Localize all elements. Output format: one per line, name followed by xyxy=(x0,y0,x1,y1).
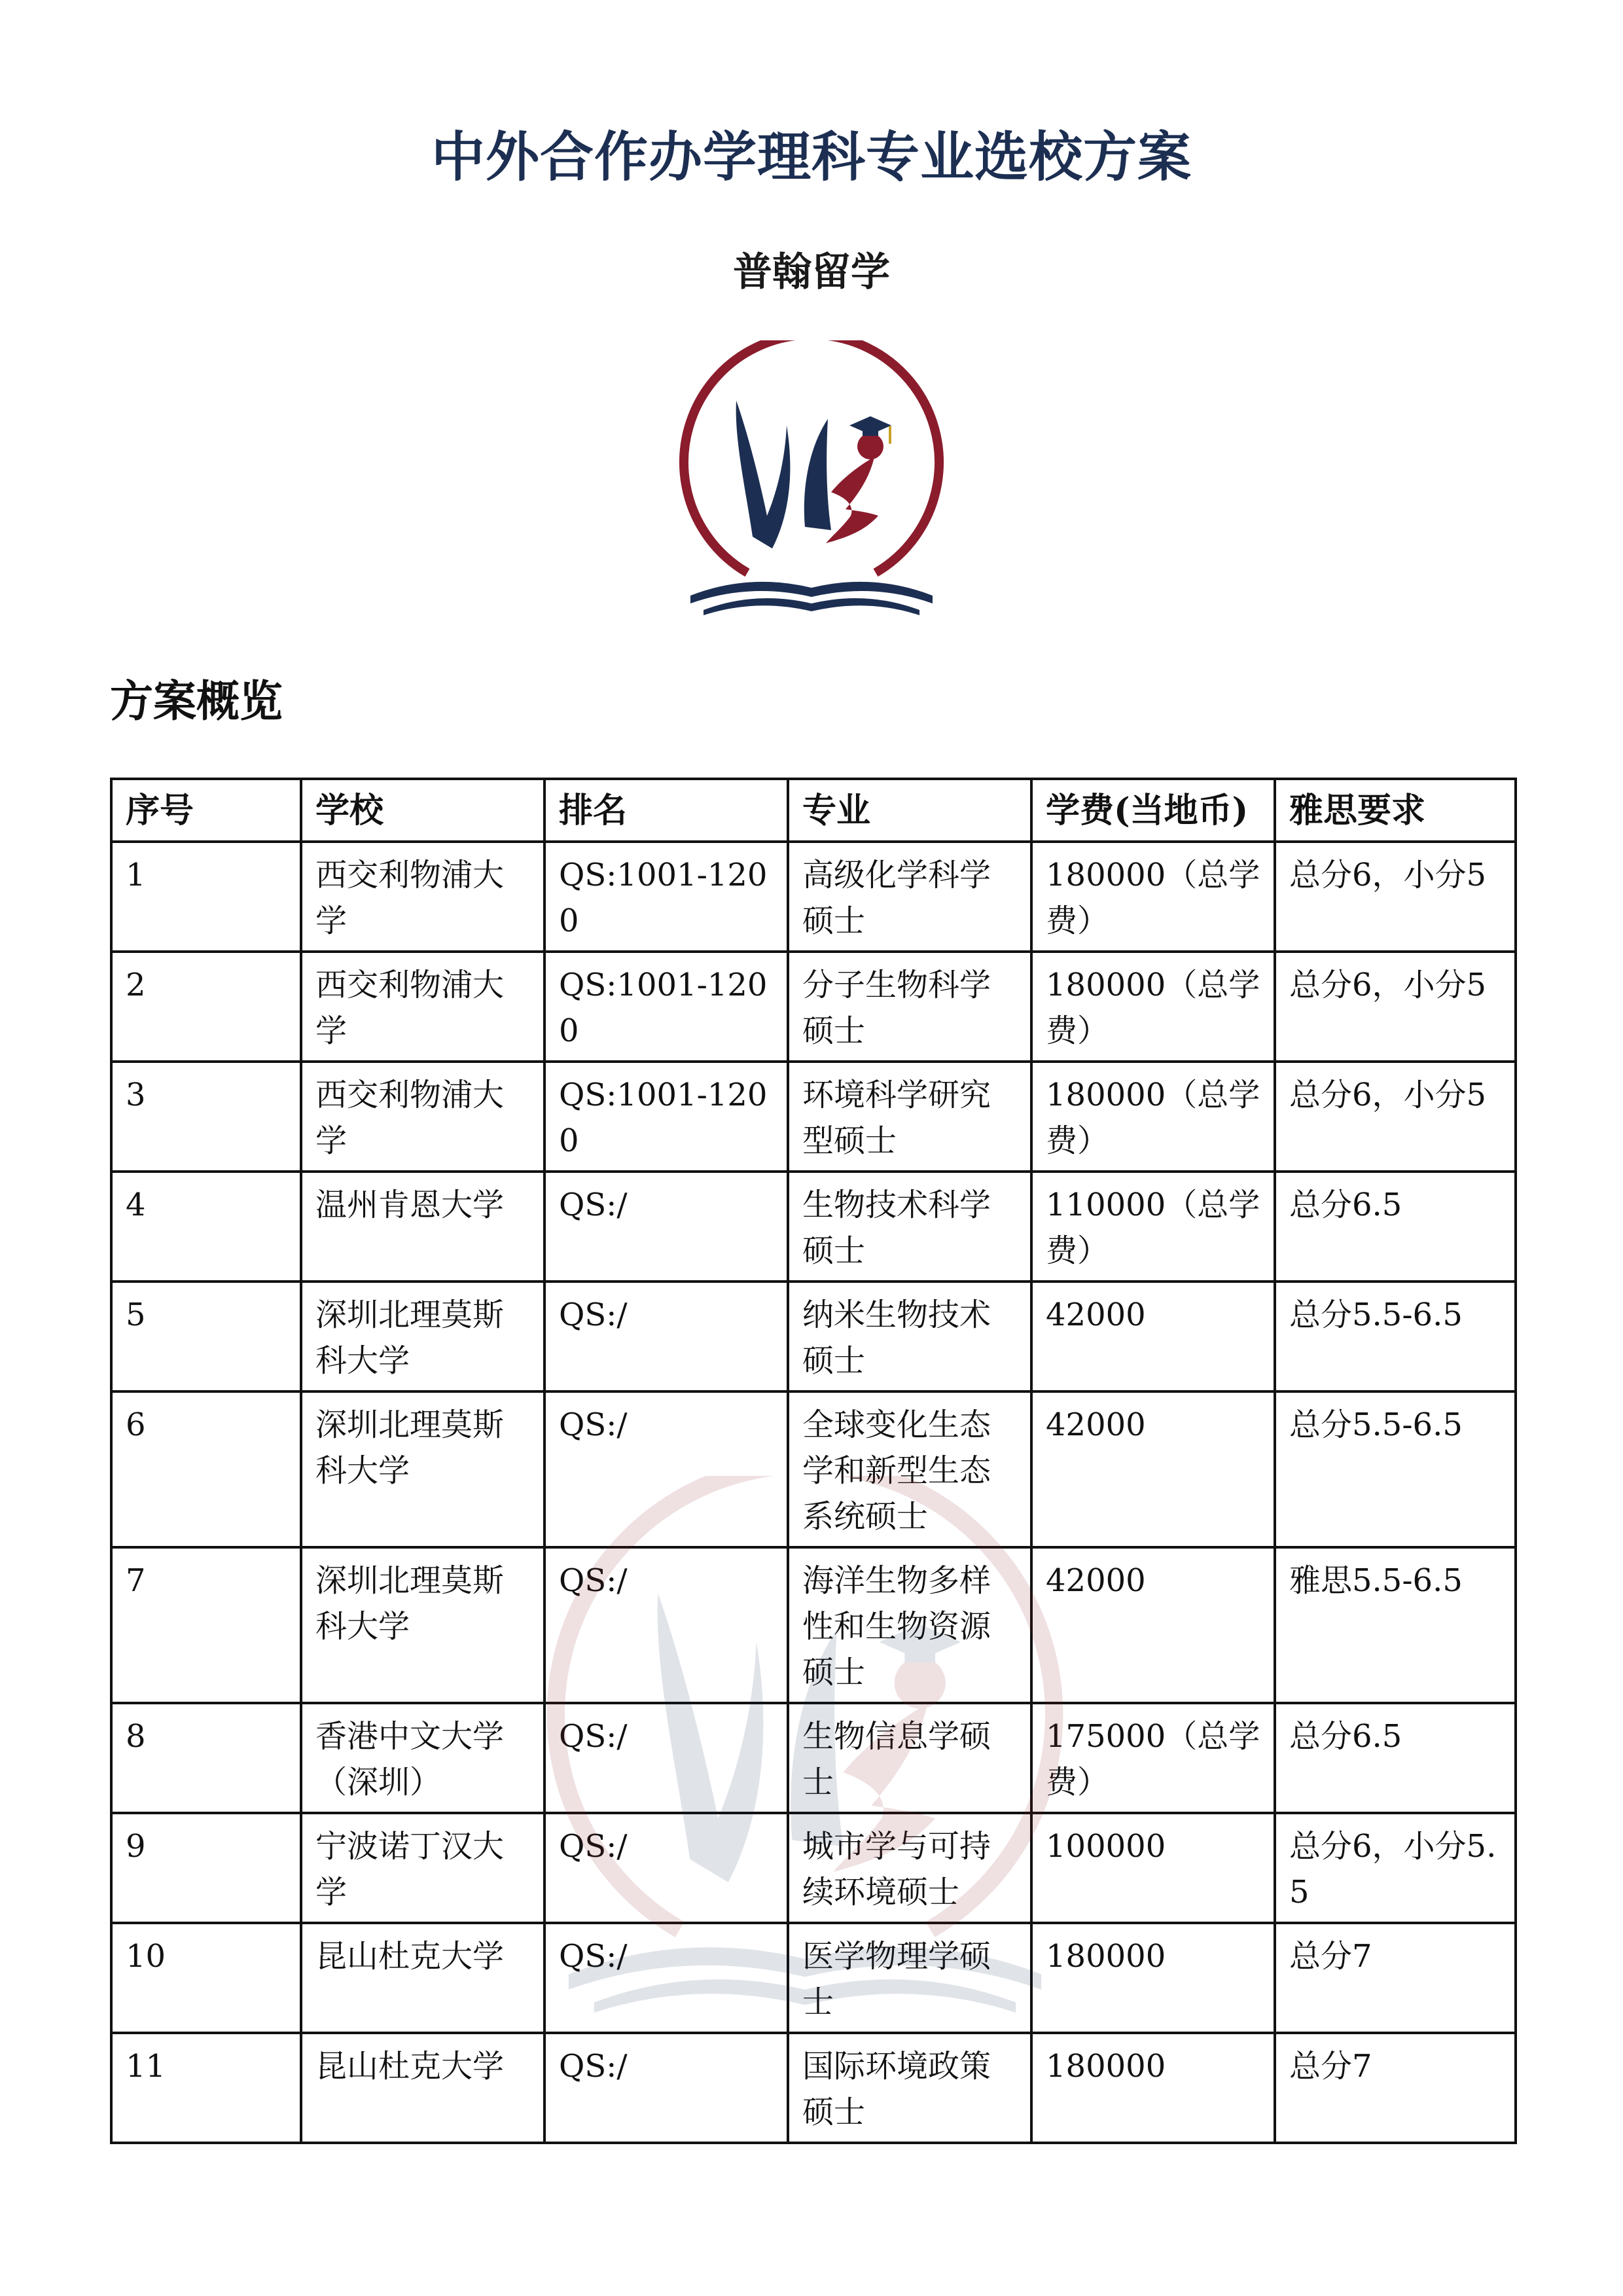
cell-tuition: 42000 xyxy=(1031,1282,1275,1391)
cell-school: 深圳北理莫斯科大学 xyxy=(301,1547,544,1703)
cell-no: 4 xyxy=(111,1172,301,1282)
cell-school: 昆山杜克大学 xyxy=(301,1923,544,2033)
table-row xyxy=(111,2033,1516,2143)
cell-tuition: 180000（总学费） xyxy=(1031,842,1275,952)
cell-tuition: 180000（总学费） xyxy=(1031,952,1275,1062)
cell-rank: QS:/ xyxy=(544,1547,788,1703)
cell-school: 昆山杜克大学 xyxy=(301,2033,544,2143)
cell-ielts: 总分6.5 xyxy=(1275,1703,1516,1813)
table-row xyxy=(111,952,1516,1062)
cell-rank: QS:1001-1200 xyxy=(544,952,788,1062)
table-row xyxy=(111,842,1516,952)
cell-rank: QS:1001-1200 xyxy=(544,842,788,952)
header-rank: 排名 xyxy=(544,779,788,842)
cell-rank: QS:1001-1200 xyxy=(544,1062,788,1172)
table-row xyxy=(111,1172,1516,1282)
cell-major: 生物信息学硕士 xyxy=(788,1703,1031,1813)
cell-school: 西交利物浦大学 xyxy=(301,842,544,952)
cell-ielts: 总分5.5-6.5 xyxy=(1275,1282,1516,1391)
cell-tuition: 42000 xyxy=(1031,1547,1275,1703)
cell-rank: QS:/ xyxy=(544,1172,788,1282)
cell-tuition: 110000（总学费） xyxy=(1031,1172,1275,1282)
section-heading-overview: 方案概览 xyxy=(110,675,283,726)
document-title: 中外合作办学理科专业选校方案 xyxy=(431,126,1192,188)
cell-no: 11 xyxy=(111,2033,301,2143)
cell-no: 9 xyxy=(111,1813,301,1923)
table-row xyxy=(111,1062,1516,1172)
cell-major: 国际环境政策硕士 xyxy=(788,2033,1031,2143)
cell-tuition: 180000（总学费） xyxy=(1031,1062,1275,1172)
cell-no: 1 xyxy=(111,842,301,952)
cell-major: 医学物理学硕士 xyxy=(788,1923,1031,2033)
cell-tuition: 175000（总学费） xyxy=(1031,1703,1275,1813)
cell-rank: QS:/ xyxy=(544,1923,788,2033)
cell-ielts: 总分6，小分5 xyxy=(1275,842,1516,952)
cell-school: 宁波诺丁汉大学 xyxy=(301,1813,544,1923)
table-row xyxy=(111,1282,1516,1391)
document-subtitle: 普翰留学 xyxy=(733,249,890,295)
cell-no: 7 xyxy=(111,1547,301,1703)
cell-major: 纳米生物技术硕士 xyxy=(788,1282,1031,1391)
cell-ielts: 雅思5.5-6.5 xyxy=(1275,1547,1516,1703)
cell-tuition: 42000 xyxy=(1031,1391,1275,1547)
cell-no: 5 xyxy=(111,1282,301,1391)
cell-tuition: 100000 xyxy=(1031,1813,1275,1923)
cell-rank: QS:/ xyxy=(544,1391,788,1547)
cell-school: 深圳北理莫斯科大学 xyxy=(301,1391,544,1547)
cell-no: 10 xyxy=(111,1923,301,2033)
cell-tuition: 180000 xyxy=(1031,2033,1275,2143)
cell-school: 西交利物浦大学 xyxy=(301,1062,544,1172)
cell-school: 深圳北理莫斯科大学 xyxy=(301,1282,544,1391)
cell-major: 海洋生物多样性和生物资源硕士 xyxy=(788,1547,1031,1703)
cell-school: 香港中文大学（深圳） xyxy=(301,1703,544,1813)
cell-no: 6 xyxy=(111,1391,301,1547)
header-no: 序号 xyxy=(111,779,301,842)
cell-major: 城市学与可持续环境硕士 xyxy=(788,1813,1031,1923)
table-row xyxy=(111,1703,1516,1813)
cell-major: 生物技术科学硕士 xyxy=(788,1172,1031,1282)
graduation-book-logo-icon xyxy=(674,340,949,615)
cell-ielts: 总分6，小分5.5 xyxy=(1275,1813,1516,1923)
table-row xyxy=(111,1391,1516,1547)
cell-no: 2 xyxy=(111,952,301,1062)
cell-rank: QS:/ xyxy=(544,1282,788,1391)
cell-school: 温州肯恩大学 xyxy=(301,1172,544,1282)
table-row xyxy=(111,1923,1516,2033)
header-ielts: 雅思要求 xyxy=(1275,779,1516,842)
cell-school: 西交利物浦大学 xyxy=(301,952,544,1062)
cell-major: 高级化学科学硕士 xyxy=(788,842,1031,952)
cell-ielts: 总分7 xyxy=(1275,2033,1516,2143)
table-header-row xyxy=(111,779,1516,842)
cell-major: 分子生物科学硕士 xyxy=(788,952,1031,1062)
cell-major: 环境科学研究型硕士 xyxy=(788,1062,1031,1172)
cell-no: 8 xyxy=(111,1703,301,1813)
header-tuition: 学费(当地币) xyxy=(1031,779,1275,842)
table-row xyxy=(111,1547,1516,1703)
cell-ielts: 总分7 xyxy=(1275,1923,1516,2033)
cell-rank: QS:/ xyxy=(544,2033,788,2143)
cell-major: 全球变化生态学和新型生态系统硕士 xyxy=(788,1391,1031,1547)
cell-tuition: 180000 xyxy=(1031,1923,1275,2033)
cell-ielts: 总分6.5 xyxy=(1275,1172,1516,1282)
cell-rank: QS:/ xyxy=(544,1813,788,1923)
header-major: 专业 xyxy=(788,779,1031,842)
table-row xyxy=(111,1813,1516,1923)
header-school: 学校 xyxy=(301,779,544,842)
cell-ielts: 总分6，小分5 xyxy=(1275,952,1516,1062)
cell-no: 3 xyxy=(111,1062,301,1172)
cell-ielts: 总分6，小分5 xyxy=(1275,1062,1516,1172)
cell-ielts: 总分5.5-6.5 xyxy=(1275,1391,1516,1547)
cell-rank: QS:/ xyxy=(544,1703,788,1813)
school-plan-table xyxy=(110,778,1517,2144)
